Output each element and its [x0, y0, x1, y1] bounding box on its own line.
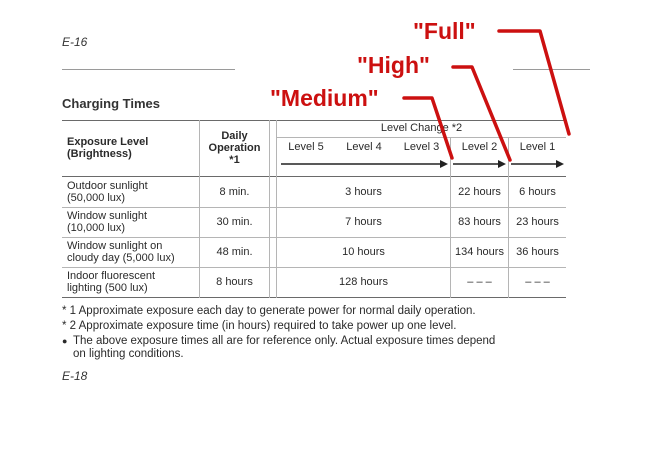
level-arrow-3-to-2 [453, 160, 506, 168]
row-exposure-outdoor-sunlight [67, 180, 197, 204]
header-level-4: Level 4 [346, 141, 382, 153]
level5-3-value: 10 hours [342, 246, 385, 258]
exposure-line1: Outdoor sunlight [67, 180, 148, 192]
daily-value: 30 min. [216, 216, 253, 228]
level1-value: 23 hours [516, 216, 559, 228]
header-daily-line2: Operation [208, 142, 261, 154]
header-level-2: Level 2 [461, 141, 498, 153]
reference-note-line2: on lighting conditions. [73, 348, 184, 360]
header-level-1: Level 1 [519, 141, 556, 153]
reference-note-line1: The above exposure times all are for reference only. Actual exposure times depend [73, 335, 496, 347]
level1-value: 36 hours [516, 246, 559, 258]
exposure-line2: cloudy day (5,000 lux) [67, 252, 175, 264]
header-level-5: Level 5 [288, 141, 324, 153]
level1-value: 6 hours [519, 186, 556, 198]
exposure-line2: lighting (500 lux) [67, 282, 148, 294]
page-number-top: E-16 [62, 35, 88, 49]
row-exposure-window-cloudy [67, 240, 197, 264]
section-title: Charging Times [62, 96, 161, 111]
header-level-change: Level Change *2 [380, 122, 463, 134]
level2-value: 83 hours [458, 216, 501, 228]
bullet-icon: ● [62, 336, 68, 346]
header-rule-right [513, 69, 590, 70]
reference-note [62, 335, 582, 361]
daily-value: 48 min. [216, 246, 253, 258]
daily-value: 8 min. [219, 186, 250, 198]
exposure-line1: Window sunlight on [67, 240, 163, 252]
row-exposure-window-sunlight [67, 210, 197, 234]
footnote-2: * 2 Approximate exposure time (in hours) required to take power up one level. [62, 320, 457, 332]
charging-times-table [62, 120, 566, 298]
exposure-line2: (50,000 lux) [67, 192, 126, 204]
header-level-3: Level 3 [403, 141, 440, 153]
level1-value: – – – [525, 276, 550, 288]
callout-high: "High" [357, 52, 430, 78]
level5-3-value: 7 hours [345, 216, 382, 228]
page-number-bottom: E-18 [62, 369, 88, 383]
header-rule-left [62, 69, 235, 70]
daily-value: 8 hours [216, 276, 253, 288]
level5-3-value: 3 hours [345, 186, 382, 198]
header-daily-line1: Daily [221, 130, 248, 142]
callout-medium: "Medium" [270, 85, 379, 111]
level5-3-value: 128 hours [339, 276, 388, 288]
row-exposure-indoor-fluorescent [67, 270, 197, 294]
level2-value: 134 hours [455, 246, 504, 258]
exposure-line2: (10,000 lux) [67, 222, 126, 234]
exposure-line1: Indoor fluorescent [67, 270, 156, 282]
header-daily-line3: *1 [229, 154, 240, 166]
level2-value: 22 hours [458, 186, 501, 198]
level-arrow-5-to-3 [281, 160, 448, 168]
exposure-line1: Window sunlight [67, 210, 148, 222]
full-leader-line [499, 31, 569, 134]
level-arrow-2-to-1 [511, 160, 564, 168]
footnote-1: * 1 Approximate exposure each day to generate power for normal daily operation. [62, 305, 476, 317]
callout-full: "Full" [413, 18, 476, 44]
header-exposure-line1: Exposure Level [67, 136, 149, 148]
level2-value: – – – [467, 276, 492, 288]
header-exposure-line2: (Brightness) [67, 148, 132, 160]
